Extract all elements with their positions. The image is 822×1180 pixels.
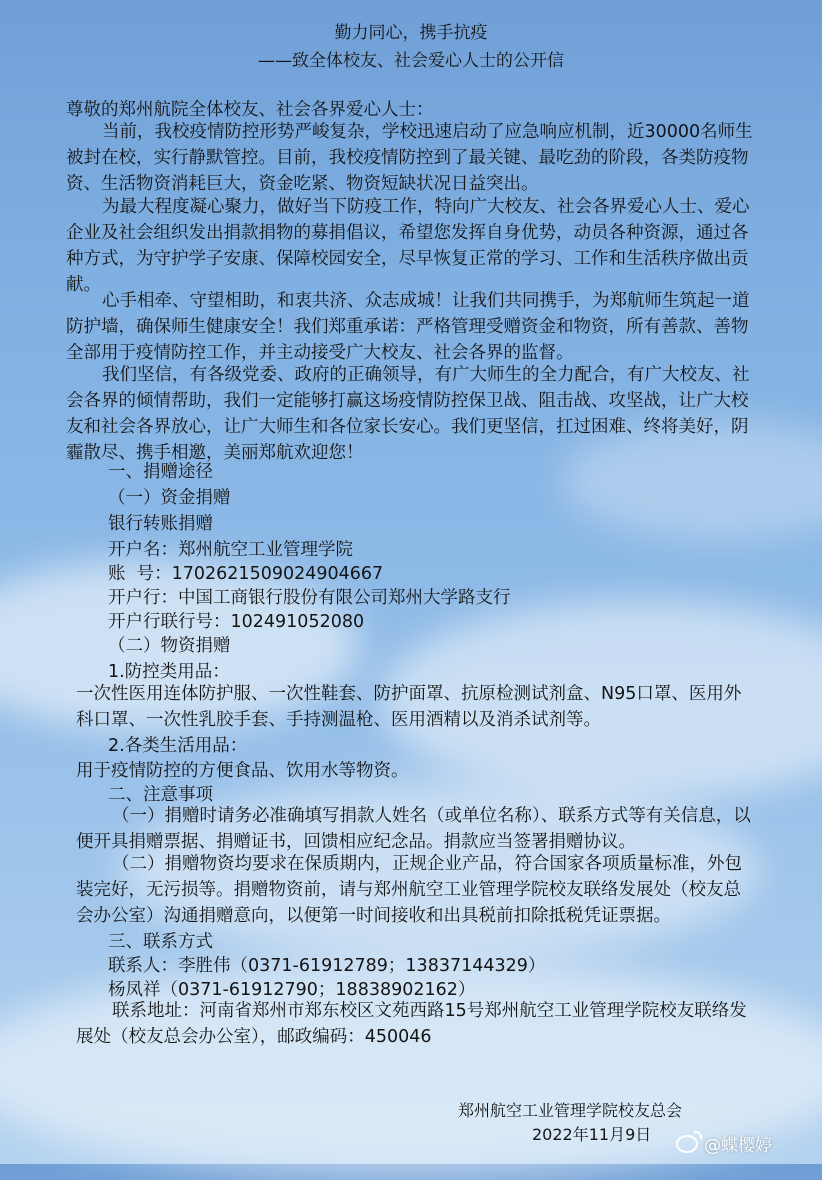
section-heading-notes: 二、注意事项 bbox=[108, 785, 213, 805]
paragraph-1: 当前，我校疫情防控形势严峻复杂，学校迅速启动了应急响应机制，近30000名师生被封在校，实行静默管控。目前，我校疫情防控到了最关键、最吃劲的阶段，各类防疫物资、生活物资消耗巨大，资金吃紧、物资短缺状况日益突出。 bbox=[66, 122, 753, 194]
subsection-funds: （一）资金捐赠 bbox=[108, 488, 231, 508]
goods-item-1: 1.防控类用品： bbox=[108, 662, 230, 682]
goods-item-2-text: 用于疫情防控的方便食品、饮用水等物资。 bbox=[76, 761, 409, 781]
weibo-icon bbox=[676, 1135, 698, 1153]
note-2: （二）捐赠物资均要求在保质期内，正规企业产品，符合国家各项质量标准，外包装完好，无污损等。捐赠物资前，请与郑州航空工业管理学院校友联络发展处（校友总会办公室）沟通捐赠意向，以便第一时间接收和出具税前扣除抵税凭证票据。 bbox=[76, 854, 742, 926]
watermark-text: @蝶樱婷 bbox=[704, 1136, 772, 1156]
bank-branch: 开户行：中国工商银行股份有限公司郑州大学路支行 bbox=[108, 588, 511, 608]
contact-address: 联系地址：河南省郑州市郑东校区文苑西路15号郑州航空工业管理学院校友联络发展处（校友总会办公室），邮政编码：450046 bbox=[76, 1001, 747, 1047]
bank-transfer-label: 银行转账捐赠 bbox=[108, 514, 213, 534]
subsection-goods: （二）物资捐赠 bbox=[108, 636, 231, 656]
goods-item-2: 2.各类生活用品： bbox=[108, 736, 248, 756]
letter-subtitle: ——致全体校友、社会爱心人士的公开信 bbox=[258, 51, 564, 71]
greeting: 尊敬的郑州航院全体校友、社会各界爱心人士： bbox=[66, 100, 434, 120]
section-heading-donation: 一、捐赠途径 bbox=[108, 462, 213, 482]
paragraph-4: 我们坚信，有各级党委、政府的正确领导，有广大师生的全力配合，有广大校友、社会各界的倾情帮助，我们一定能够打赢这场疫情防控保卫战、阻击战、攻坚战，让广大校友和社会各界放心，让广大师生和各位家长安心。我们更坚信，扛过困难、终将美好，阴霾散尽、携手相邀，美丽郑航欢迎您！ bbox=[66, 365, 750, 463]
letter-date: 2022年11月9日 bbox=[532, 1125, 652, 1144]
letter-title: 勤力同心，携手抗疫 bbox=[334, 23, 488, 43]
paragraph-2: 为最大程度凝心聚力，做好当下防疫工作，特向广大校友、社会各界爱心人士、爱心企业及社会组织发出捐款捐物的募捐倡议，希望您发挥自身优势，动员各种资源，通过各种方式，为守护学子安康、保障校园安全，尽早恢复正常的学习、工作和生活秩序做出贡献。 bbox=[66, 197, 750, 295]
goods-item-1-text: 一次性医用连体防护服、一次性鞋套、防护面罩、抗原检测试剂盒、N95口罩、医用外科口罩、一次性乳胶手套、手持测温枪、医用酒精以及消杀试剂等。 bbox=[76, 684, 742, 730]
paragraph-3: 心手相牵、守望相助，和衷共济、众志成城！让我们共同携手，为郑航师生筑起一道防护墙，确保师生健康安全！我们郑重承诺：严格管理受赠资金和物资，所有善款、善物全部用于疫情防控工作，并主动接受广大校友、社会各界的监督。 bbox=[66, 291, 750, 363]
signature: 郑州航空工业管理学院校友总会 bbox=[458, 1101, 683, 1120]
account-name: 开户名：郑州航空工业管理学院 bbox=[108, 540, 353, 560]
section-heading-contact: 三、联系方式 bbox=[108, 932, 213, 952]
bank-code: 开户行联行号：102491052080 bbox=[108, 612, 365, 632]
contact-person-2: 杨凤祥（0371-61912790；18838902162） bbox=[108, 980, 476, 1000]
note-1: （一）捐赠时请务必准确填写捐款人姓名（或单位名称）、联系方式等有关信息，以便开具捐赠票据、捐赠证书，回馈相应纪念品。捐款应当签署捐赠协议。 bbox=[76, 806, 751, 852]
watermark bbox=[676, 1131, 772, 1156]
account-number: 账 号：1702621509024904667 bbox=[108, 564, 384, 584]
contact-person-1: 联系人：李胜伟（0371-61912789；13837144329） bbox=[108, 956, 546, 976]
